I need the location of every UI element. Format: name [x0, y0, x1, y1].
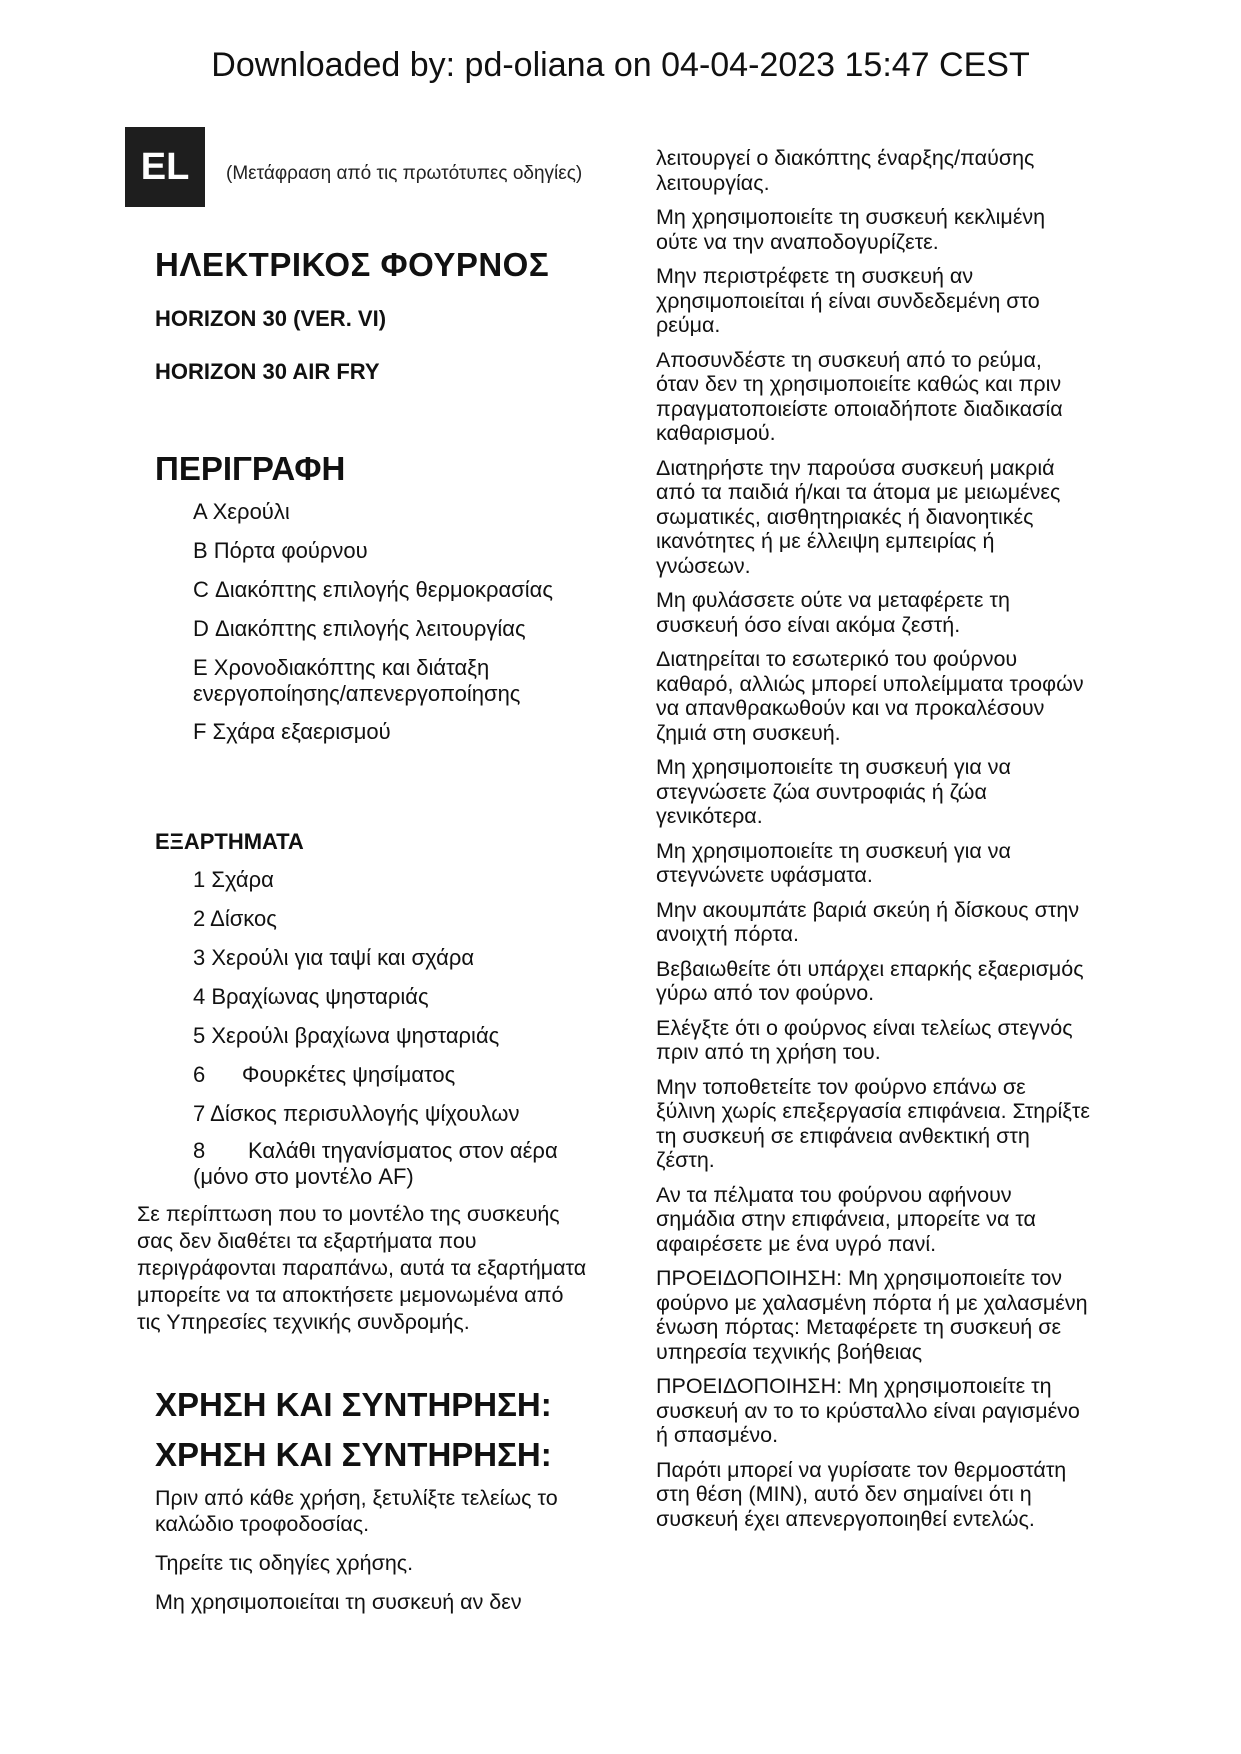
accessory-item-1: 1 Σχάρα	[193, 867, 274, 892]
right-column	[656, 146, 1116, 1541]
product-title: ΗΛΕΚΤΡΙΚΟΣ ΦΟΥΡΝΟΣ	[155, 246, 550, 283]
accessory-item-2: 2 Δίσκος	[193, 906, 277, 931]
usage-line-2: καλώδιο τροφοδοσίας.	[155, 1512, 370, 1536]
paragraph-thermostat-min: Παρότι μπορεί να γυρίσατε τον θερμοστάτη στη θέση (MIN), αυτό δεν σημαίνει ότι η συσκευή έχει απενεργοποιηθεί εντελώς.	[656, 1457, 1067, 1531]
description-item-c: C Διακόπτης επιλογής θερμοκρασίας	[193, 577, 553, 602]
description-title: ΠΕΡΙΓΡΑΦΗ	[155, 450, 346, 487]
accessory-item-4: 4 Βραχίωνας ψησταριάς	[193, 984, 429, 1009]
accessory-item-7: 7 Δίσκος περισυλλογής ψίχουλων	[193, 1101, 520, 1126]
paragraph-dry-check: Ελέγξτε ότι ο φούρνος είναι τελείως στεγνός πριν από τη χρήση του.	[656, 1015, 1073, 1064]
paragraph-ventilation: Βεβαιωθείτε ότι υπάρχει επαρκής εξαερισμός γύρω από τον φούρνο.	[656, 956, 1084, 1005]
paragraph-tilted-use: Μη χρησιμοποιείτε τη συσκευή κεκλιμένη ούτε να την αναποδογυρίζετε.	[656, 205, 1046, 254]
usage-line-3: Τηρείτε τις οδηγίες χρήσης.	[155, 1551, 414, 1575]
paragraph-fabrics: Μη χρησιμοποιείτε τη συσκευή για να στεγνώνετε υφάσματα.	[656, 838, 1011, 887]
paragraph-children: Διατηρήστε την παρούσα συσκευή μακριά από τα παιδιά ή/και τα άτομα με μειωμένες σωματικές, αισθητηριακές ή διανοητικές ικανότητες ή με έλλειψη εμπειρίας ή γνώσεων.	[656, 455, 1061, 578]
paragraph-unplug: Αποσυνδέστε τη συσκευή από το ρεύμα, όταν δεν τη χρησιμοποιείτε καθώς και πριν πραγματοποιείστε οποιαδήποτε διαδικασία καθαρισμού.	[656, 347, 1063, 445]
accessories-note-line-1: Σε περίπτωση που το μοντέλο της συσκευής	[137, 1202, 560, 1226]
model-name-1: HORIZON 30 (VER. VI)	[155, 306, 387, 331]
accessories-note-line-2: σας δεν διαθέτει τα εξαρτήματα που	[137, 1229, 477, 1253]
model-name-2: HORIZON 30 AIR FRY	[155, 359, 380, 384]
language-badge: EL	[125, 127, 205, 207]
accessory-item-6: 6 Φουρκέτες ψησίματος	[193, 1062, 456, 1087]
accessories-note-line-5: τις Υπηρεσίες τεχνικής συνδρομής.	[137, 1310, 470, 1334]
accessories-title: ΕΞΑΡΤΗΜΑΤΑ	[155, 829, 304, 854]
usage-line-4: Μη χρησιμοποιείται τη συσκευή αν δεν	[155, 1590, 522, 1614]
accessory-item-8: 8 Καλάθι τηγανίσματος στον αέρα	[193, 1138, 558, 1163]
usage-title-1: ΧΡΗΣΗ ΚΑΙ ΣΥΝΤΗΡΗΣΗ:	[155, 1386, 552, 1423]
paragraph-surface: Μην τοποθετείτε τον φούρνο επάνω σε ξύλινη χωρίς επεξεργασία επιφάνεια. Στηρίξτε τη συσκευή σε επιφάνεια ανθεκτική στη ζέστη.	[656, 1074, 1090, 1172]
accessories-note-line-3: περιγράφονται παραπάνω, αυτά τα εξαρτήματα	[137, 1256, 587, 1280]
usage-title-2: ΧΡΗΣΗ ΚΑΙ ΣΥΝΤΗΡΗΣΗ:	[155, 1436, 552, 1473]
accessory-item-8-cont: (μόνο στο μοντέλο AF)	[193, 1164, 414, 1189]
paragraph-warning-glass: ΠΡΟΕΙΔΟΠΟΙΗΣΗ: Μη χρησιμοποιείτε τη συσκευή αν το το κρύσταλλο είναι ραγισμένο ή σπασμένο.	[656, 1374, 1080, 1447]
paragraph-open-door: Μην ακουμπάτε βαριά σκεύη ή δίσκους στην ανοιχτή πόρτα.	[656, 897, 1080, 946]
paragraph-pets: Μη χρησιμοποιείτε τη συσκευή για να στεγνώσετε ζώα συντροφιάς ή ζώα γενικότερα.	[656, 755, 1011, 828]
description-item-a: A Χερούλι	[193, 499, 290, 524]
accessory-item-3: 3 Χερούλι για ταψί και σχάρα	[193, 945, 475, 970]
description-item-b: B Πόρτα φούρνου	[193, 538, 368, 563]
paragraph-cleanliness: Διατηρείται το εσωτερικό του φούρνου καθαρό, αλλιώς μπορεί υπολείμματα τροφών να απανθρακωθούν και να προκαλέσουν ζημιά στη συσκευή.	[656, 647, 1084, 745]
accessories-note-line-4: μπορείτε να τα αποκτήσετε μεμονωμένα από	[137, 1283, 564, 1307]
description-item-f: F Σχάρα εξαερισμού	[193, 719, 391, 744]
description-item-e-cont: ενεργοποίησης/απενεργοποίησης	[193, 681, 521, 706]
description-item-d: D Διακόπτης επιλογής λειτουργίας	[193, 616, 526, 641]
accessory-item-5: 5 Χερούλι βραχίωνα ψησταριάς	[193, 1023, 500, 1048]
usage-line-1: Πριν από κάθε χρήση, ξετυλίξτε τελείως το	[155, 1486, 558, 1510]
translation-note: (Μετάφραση από τις πρωτότυπες οδηγίες)	[226, 163, 583, 184]
paragraph-feet-marks: Αν τα πέλματα του φούρνου αφήνουν σημάδια στην επιφάνεια, μπορείτε να τα αφαιρέσετε με ένα υγρό πανί.	[656, 1182, 1036, 1256]
download-header: Downloaded by: pd-oliana on 04-04-2023 15:47 CEST	[211, 46, 1030, 84]
paragraph-start-stop-switch: λειτουργεί ο διακόπτης έναρξης/παύσης λειτουργίας.	[656, 146, 1035, 195]
paragraph-hot-storage: Μη φυλάσσετε ούτε να μεταφέρετε τη συσκευή όσο είναι ακόμα ζεστή.	[656, 588, 1010, 637]
description-item-e: E Χρονοδιακόπτης και διάταξη	[193, 655, 490, 680]
paragraph-rotation: Μην περιστρέφετε τη συσκευή αν χρησιμοποιείται ή είναι συνδεδεμένη στο ρεύμα.	[656, 264, 1040, 337]
paragraph-warning-door: ΠΡΟΕΙΔΟΠΟΙΗΣΗ: Μη χρησιμοποιείτε τον φούρνο με χαλασμένη πόρτα ή με χαλασμένη ένωση πόρτας: Μεταφέρετε τη συσκευή σε υπηρεσία τεχνικής βοήθειας	[656, 1266, 1088, 1364]
